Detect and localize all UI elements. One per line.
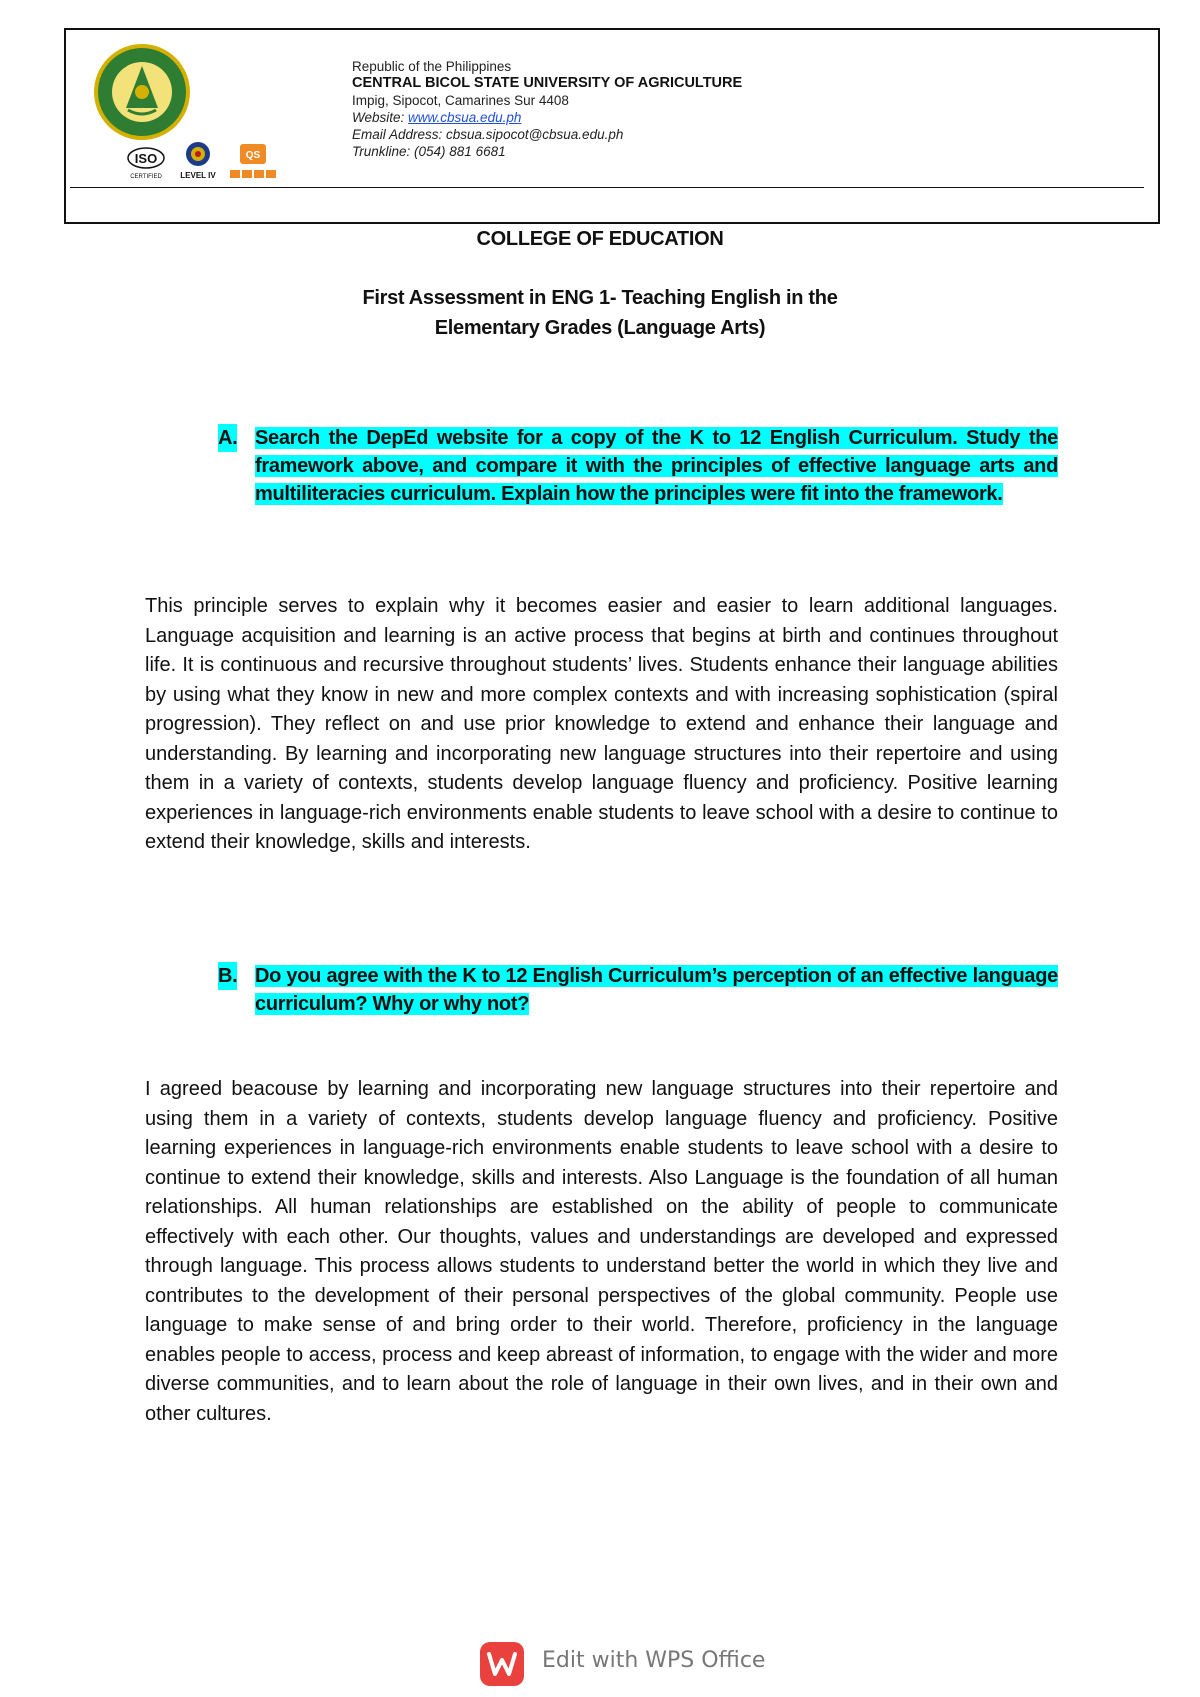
college-heading: COLLEGE OF EDUCATION	[476, 228, 724, 250]
answer-a: This principle serves to explain why it becomes easier and easier to learn additional languages. Language acquisition and learning is an active process that begins at birth and continues throughout life. It is continuous and recursive throughout students’ lives. Students enhance their language abilities by using what they know in new and more complex contexts and with increasing sophistication (spiral progression). They reflect on and use prior knowledge to extend and enhance their language and understanding. By learning and incorporating new language structures into their repertoire and using them in a variety of contexts, students develop language fluency and proficiency. Positive learning experiences in language-rich environments enable students to leave school with a desire to continue to extend their knowledge, skills and interests.	[145, 595, 1058, 853]
assessment-title	[0, 283, 1200, 343]
iso-badge-label: ISO	[134, 151, 158, 166]
trunkline-line: Trunkline: (054) 881 6681	[352, 144, 506, 159]
question-b-text: Do you agree with the K to 12 English Curriculum’s perception of an effective language curriculum? Why or why not?	[255, 965, 1058, 1015]
iso-certified-icon	[126, 142, 166, 182]
website-link[interactable]: www.cbsua.edu.ph	[408, 110, 522, 125]
website-line	[352, 109, 742, 126]
republic-line: Republic of the Philippines	[352, 59, 512, 74]
question-a-text: Search the DepEd website for a copy of the K to 12 English Curriculum. Study the framework above, and compare it with the principles of effective language arts and multiliteracies curriculum. Explain how the principles were fit into the framework.	[255, 427, 1058, 505]
question-b-marker: B.	[218, 962, 237, 990]
question-a	[218, 424, 1058, 508]
answer-b: I agreed beacouse by learning and incorporating new language structures into their repertoire and using them in a variety of contexts, students develop language fluency and proficiency. Positive learning experiences in language-rich environments enable students to leave school with a desire to continue to extend their knowledge, skills and interests. Also Language is the foundation of all human relationships. All human relationships are established on the ability of people to communicate effectively with each other. Our thoughts, values and understandings are developed and expressed through language. This process allows students to understand better the world in which they live and contributes to the development of their personal perspectives of the global community. People use language to make sense of and bring order to their world. Therefore, proficiency in the language enables people to access, process and keep abreast of information, to engage with the wider and more diverse communities, and to learn about the role of language in their own lives, and in their own and other cultures.	[145, 1078, 1058, 1425]
iso-badge-sublabel: CERTIFIED	[130, 174, 162, 180]
letterhead	[64, 28, 1160, 224]
address-line: Impig, Sipocot, Camarines Sur 4408	[352, 93, 569, 108]
question-b	[218, 962, 1058, 1018]
email-line: Email Address: cbsua.sipocot@cbsua.edu.ph	[352, 127, 624, 142]
level-iv-accreditation-icon	[176, 140, 220, 184]
assessment-title-line1: First Assessment in ENG 1- Teaching English in the	[362, 287, 838, 309]
qs-stars-icon	[230, 142, 278, 182]
qs-badge-label: QS	[245, 150, 261, 161]
university-info	[352, 58, 742, 160]
website-label: Website:	[352, 110, 409, 125]
wps-office-icon	[478, 1640, 526, 1688]
letterhead-divider	[70, 187, 1144, 188]
wps-label: Edit with WPS Office	[542, 1648, 766, 1673]
university-seal-icon	[92, 42, 192, 142]
university-name: CENTRAL BICOL STATE UNIVERSITY OF AGRICULTURE	[352, 75, 743, 91]
accreditation-badges	[126, 138, 286, 190]
question-a-marker: A.	[218, 424, 237, 452]
edit-with-wps-button[interactable]	[478, 1640, 766, 1682]
assessment-title-line2: Elementary Grades (Language Arts)	[434, 317, 766, 339]
level-badge-label: LEVEL IV	[180, 171, 216, 180]
